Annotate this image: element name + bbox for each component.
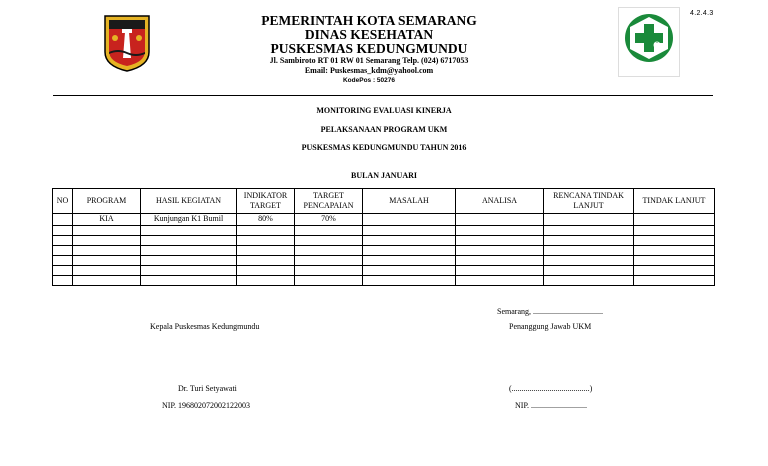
table-cell (544, 265, 634, 275)
table-cell (634, 225, 715, 235)
table-cell (295, 255, 363, 265)
title-month: BULAN JANUARI (350, 171, 417, 180)
table-cell (53, 275, 73, 285)
header-postal: KodePos : 50276 (342, 77, 396, 84)
table-cell: KIA (73, 214, 141, 226)
col-header-program: PROGRAM (73, 189, 141, 214)
table-cell (73, 255, 141, 265)
title-program: PELAKSANAAN PROGRAM UKM (320, 125, 448, 134)
table-cell (363, 235, 456, 245)
col-header-no: NO (53, 189, 73, 214)
left-signatory-title: Kepala Puskesmas Kedungmundu (150, 322, 260, 331)
table-cell (53, 235, 73, 245)
table-cell: 80% (237, 214, 295, 226)
table-cell: 70% (295, 214, 363, 226)
table-cell (141, 255, 237, 265)
table-cell (363, 275, 456, 285)
table-cell (73, 235, 141, 245)
table-cell (141, 265, 237, 275)
table-cell (363, 245, 456, 255)
table-cell (544, 255, 634, 265)
table-cell (237, 265, 295, 275)
title-monitoring: MONITORING EVALUASI KINERJA (316, 106, 452, 115)
right-signatory-title: Penanggung Jawab UKM (509, 322, 592, 331)
table-row (53, 255, 715, 265)
table-cell (53, 255, 73, 265)
table-cell (295, 245, 363, 255)
header-line3: PUSKESMAS KEDUNGMUNDU (270, 41, 468, 56)
table-cell (73, 245, 141, 255)
header-line1: PEMERINTAH KOTA SEMARANG (261, 13, 477, 28)
table-cell (456, 225, 544, 235)
left-signatory-nip: NIP. 196802072002122003 (162, 401, 251, 410)
table-cell (295, 265, 363, 275)
table-cell (634, 265, 715, 275)
table-cell (73, 225, 141, 235)
col-header-analisa: ANALISA (456, 189, 544, 214)
title-puskesmas-year: PUSKESMAS KEDUNGMUNDU TAHUN 2016 (301, 143, 467, 152)
table-cell (53, 214, 73, 226)
right-signatory-name: (.......................................) (509, 384, 593, 393)
table-cell (141, 225, 237, 235)
header-address: Jl. Sambiroto RT 01 RW 01 Semarang Telp. (024) 6717053 (269, 56, 469, 65)
table-cell (456, 235, 544, 245)
table-cell (634, 245, 715, 255)
col-header-target-pencapaian: TARGET PENCAPAIAN (295, 189, 363, 214)
table-cell (634, 214, 715, 226)
table-cell (141, 235, 237, 245)
document-code: 4.2.4.3 (690, 10, 714, 17)
right-signatory-nip: NIP. ............................ (515, 401, 588, 410)
table-cell (544, 225, 634, 235)
table-cell (544, 214, 634, 226)
table-cell (544, 235, 634, 245)
table-cell (363, 255, 456, 265)
table-cell (295, 225, 363, 235)
place-date: Semarang, ................................... (497, 307, 603, 316)
table-cell (237, 255, 295, 265)
table-cell (634, 255, 715, 265)
table-cell (634, 235, 715, 245)
col-header-tindak-lanjut: TINDAK LANJUT (634, 189, 715, 214)
table-cell (73, 275, 141, 285)
city-emblem-icon (103, 14, 151, 72)
table-row (53, 245, 715, 255)
table-cell (237, 275, 295, 285)
table-cell (237, 225, 295, 235)
table-row (53, 275, 715, 285)
header-divider (53, 95, 713, 96)
table-row (53, 265, 715, 275)
table-cell (295, 275, 363, 285)
table-row (53, 225, 715, 235)
table-cell (295, 235, 363, 245)
left-signatory-name: Dr. Turi Setyawati (178, 384, 237, 393)
table-cell (634, 275, 715, 285)
col-header-masalah: MASALAH (363, 189, 456, 214)
col-header-hasil-kegiatan: HASIL KEGIATAN (141, 189, 237, 214)
table-cell (363, 225, 456, 235)
table-cell (141, 245, 237, 255)
table-header-row (53, 189, 715, 214)
header-line2: DINAS KESEHATAN (304, 27, 434, 42)
table-row (53, 214, 715, 226)
table-cell (544, 275, 634, 285)
col-header-indikator-target: INDIKATOR TARGET (237, 189, 295, 214)
table-cell (544, 245, 634, 255)
letterhead (200, 14, 538, 86)
table-cell (456, 245, 544, 255)
header-email: Email: Puskesmas_kdm@yahool.com (304, 66, 434, 75)
table-row (53, 235, 715, 245)
table-cell (73, 265, 141, 275)
table-cell (363, 265, 456, 275)
table-cell (456, 265, 544, 275)
table-cell (363, 214, 456, 226)
table-cell (456, 275, 544, 285)
puskesmas-logo-icon (618, 7, 680, 77)
table-cell (456, 214, 544, 226)
table-cell (237, 245, 295, 255)
table-cell (456, 255, 544, 265)
table-cell (53, 225, 73, 235)
table-cell (237, 235, 295, 245)
table-cell: Kunjungan K1 Bumil (141, 214, 237, 226)
table-cell (141, 275, 237, 285)
table-cell (53, 265, 73, 275)
report-table (52, 188, 715, 286)
table-cell (53, 245, 73, 255)
col-header-rencana-tindak-lanjut: RENCANA TINDAK LANJUT (544, 189, 634, 214)
